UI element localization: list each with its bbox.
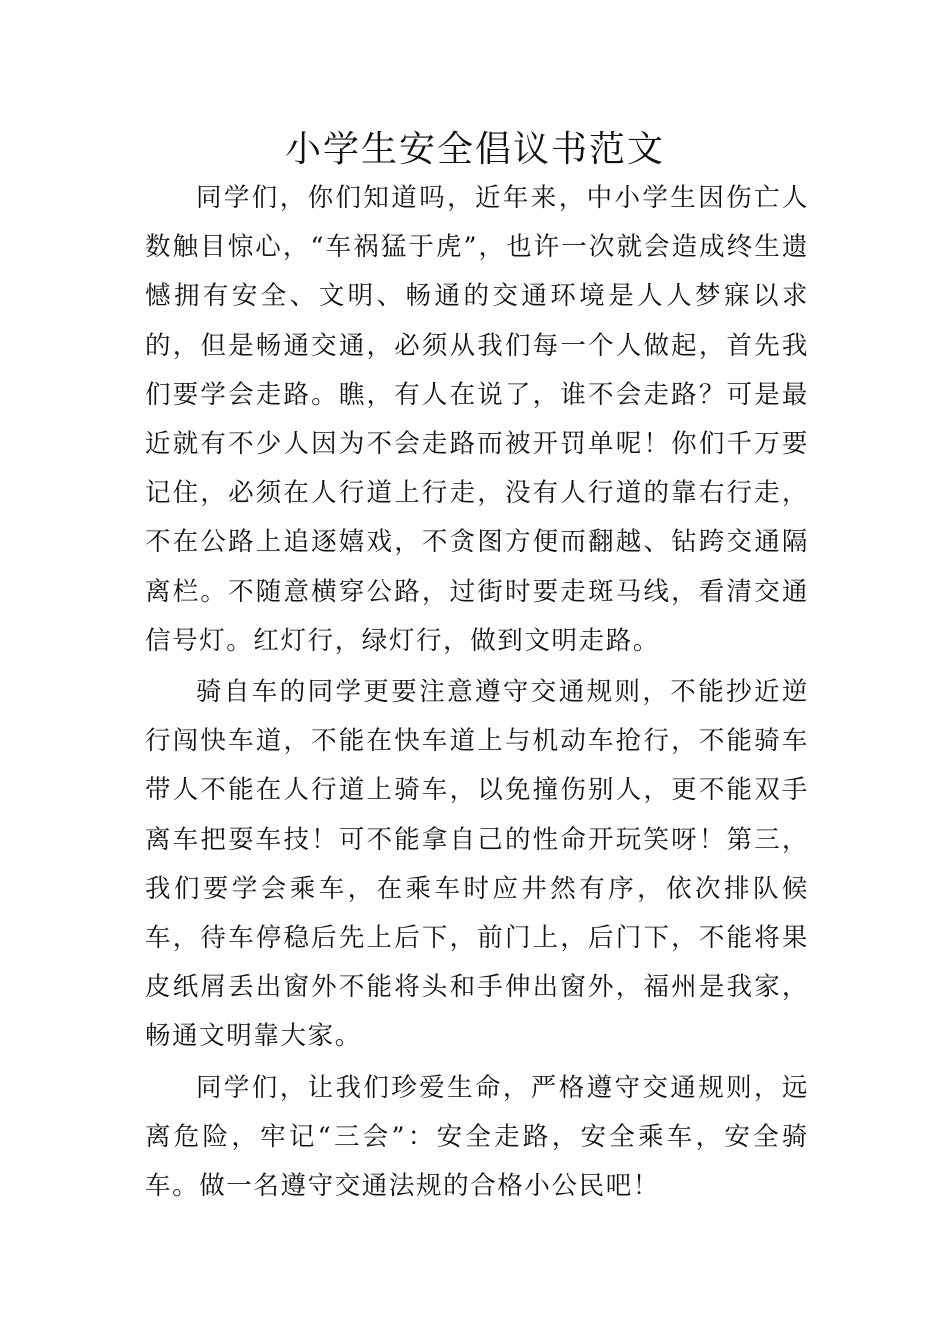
paragraph-3: 同学们，让我们珍爱生命，严格遵守交通规则，远离危险，牢记“三会”：安全走路，安全乘车，安全骑车。做一名遵守交通法规的合格小公民吧！ — [145, 1072, 809, 1202]
document-body — [145, 174, 809, 1211]
document-title: 小学生安全倡议书范文 — [284, 129, 665, 170]
paragraph-1: 同学们，你们知道吗，近年来，中小学生因伤亡人数触目惊心，“车祸猛于虎”，也许一次就会造成终生遗憾拥有安全、文明、畅通的交通环境是人人梦寐以求的，但是畅通交通，必须从我们每一个人做起，首先我们要学会走路。瞧，有人在说了，谁不会走路？可是最近就有不少人因为不会走路而被开罚单呢！你们千万要记住，必须在人行道上行走，没有人行道的靠右行走，不在公路上追逐嬉戏，不贪图方便而翻越、钻跨交通隔离栏。不随意横穿公路，过街时要走斑马线，看清交通信号灯。红灯行，绿灯行，做到文明走路。 — [145, 183, 809, 656]
paragraph-2: 骑自车的同学更要注意遵守交通规则，不能抄近逆行闯快车道，不能在快车道上与机动车抢行，不能骑车带人不能在人行道上骑车，以免撞伤别人，更不能双手离车把耍车技！可不能拿自己的性命开玩笑呀！第三，我们要学会乘车，在乘车时应井然有序，依次排队候车，待车停稳后先上后下，前门上，后门下，不能将果皮纸屑丢出窗外不能将头和手伸出窗外，福州是我家，畅通文明靠大家。 — [145, 677, 809, 1052]
